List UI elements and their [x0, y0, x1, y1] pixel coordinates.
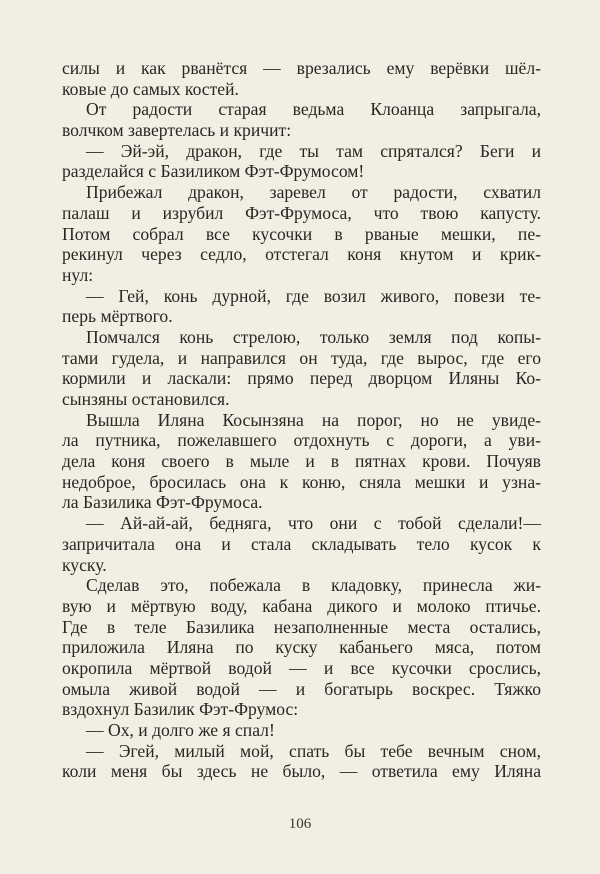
text-line: ла путника, пожелавшего отдохнуть с дороги, а уви- [62, 430, 541, 451]
text-line: куску. [62, 554, 107, 575]
text-line: — Ох, и долго же я спал! [86, 720, 275, 740]
text-line: омыла живой водой — и богатырь воскрес. Тяжко [62, 678, 541, 699]
text-line: разделайся с Базиликом Фэт-Фрумосом! [62, 161, 365, 182]
text-line: Помчался конь стрелою, только земля под копы- [86, 326, 541, 347]
text-line: сынзяны остановился. [62, 389, 230, 409]
text-line: палаш и изрубил Фэт-Фрумоса, что твою капусту. [62, 202, 541, 223]
text-line: Потом собрал все кусочки в рваные мешки, пе- [62, 223, 541, 244]
text-line: перь мёртвого. [62, 306, 173, 327]
text-line: нул: [62, 264, 94, 285]
text-line: — Ай-ай-ай, бедняга, что они с тобой сделали!— [86, 513, 541, 534]
text-line: коли меня бы здесь не было, — ответила ему Иляна [62, 761, 541, 782]
text-line: Прибежал дракон, заревел от радости, схватил [86, 182, 541, 203]
page-number: 106 [288, 816, 312, 832]
text-line: Где в теле Базилика незаполненные места остались, [62, 616, 541, 637]
text-line: дела коня своего в мыле и в пятнах крови. Почуяв [62, 451, 541, 472]
text-line: — Эгей, милый мой, спать бы тебе вечным сном, [86, 740, 541, 761]
text-line: вую и мёртвую воду, кабана дикого и молоко птичье. [62, 595, 541, 616]
text-line: кормили и ласкали: прямо перед дворцом Иляны Ко- [62, 368, 541, 389]
text-line: тами гудела, и направился он туда, где вырос, где его [62, 347, 541, 368]
text-line: окропила мёртвой водой — и все кусочки срослись, [62, 657, 541, 678]
text-line: рекинул через седло, отстегал коня кнутом и крик- [62, 244, 541, 265]
text-line: От радости старая ведьма Клоанца запрыгала, [86, 99, 541, 120]
text-line: вздохнул Базилик Фэт-Фрумос: [62, 699, 299, 720]
text-line: Сделав это, побежала в кладовку, принесла жи- [86, 575, 541, 596]
text-line: силы и как рванётся — врезались ему верёвки шёл- [62, 58, 541, 78]
text-line: Вышла Иляна Косынзяна на порог, но не увиде- [86, 409, 541, 430]
text-line: недоброе, бросилась она к коню, сняла мешки и узна- [62, 471, 541, 492]
text-line: ковые до самых костей. [62, 78, 239, 99]
body-text [62, 58, 541, 782]
text-line: запричитала она и стала складывать тело кусок к [62, 533, 541, 554]
text-line: ла Базилика Фэт-Фрумоса. [62, 492, 263, 513]
text-line: — Гей, конь дурной, где возил живого, повези те- [86, 285, 541, 306]
text-line: — Эй-эй, дракон, где ты там спрятался? Беги и [86, 140, 541, 161]
text-line: приложила Иляна по куску кабаньего мяса, потом [62, 637, 541, 658]
text-line: волчком завертелась и кричит: [62, 120, 292, 141]
